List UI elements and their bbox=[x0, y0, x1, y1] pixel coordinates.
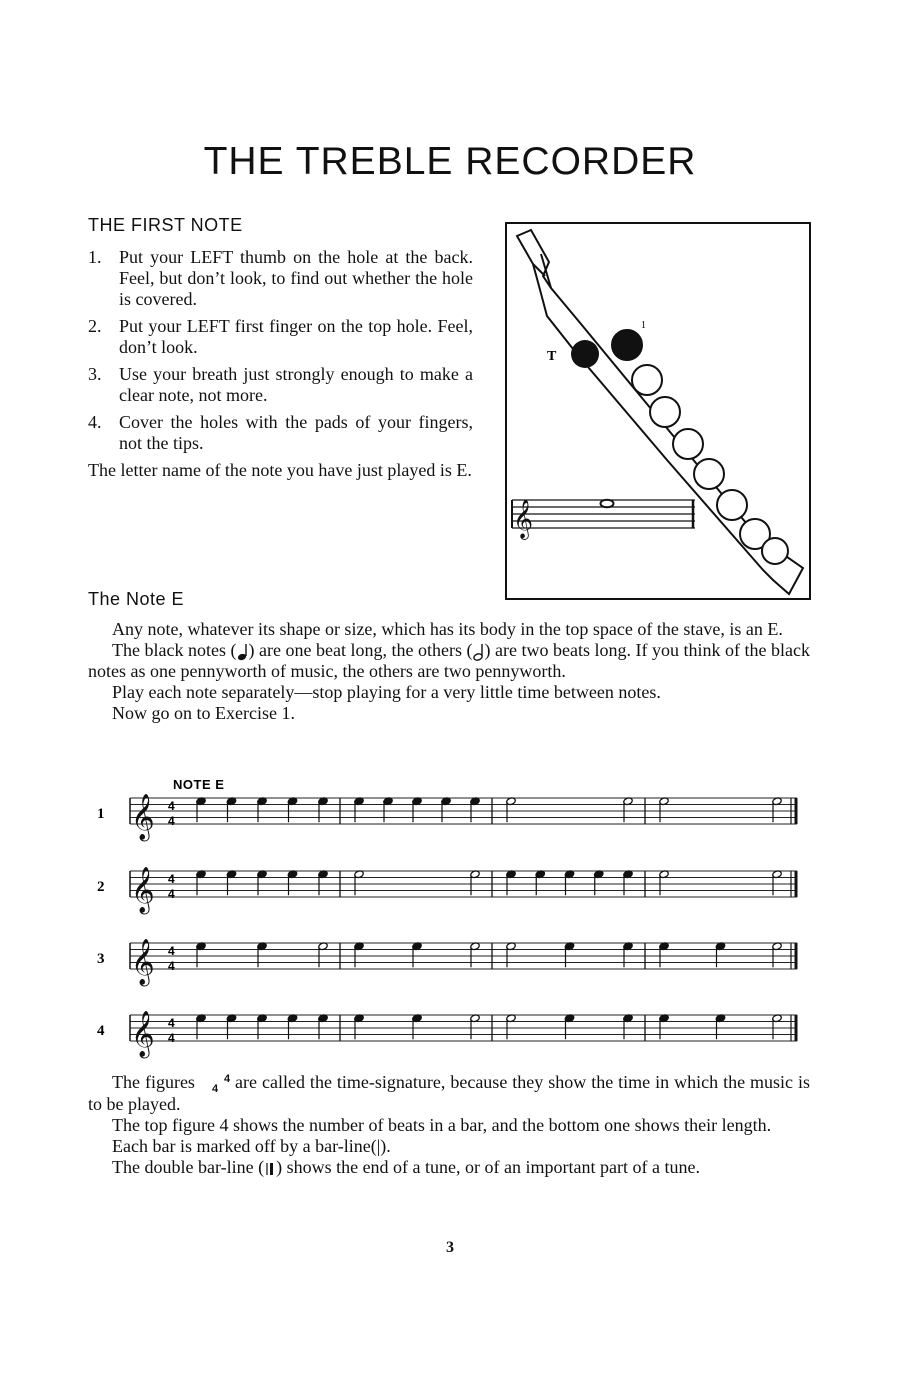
step-text: Cover the holes with the pads of your fingers, not the tips. bbox=[119, 412, 473, 453]
paragraph: The top figure 4 shows the number of beats in a bar, and the bottom one shows their length. bbox=[112, 1114, 772, 1135]
treble-clef-icon: 𝄞 bbox=[131, 1011, 155, 1057]
finger-label: 1 bbox=[641, 320, 646, 331]
step-text: Put your LEFT thumb on the hole at the back. Feel, but don’t look, to find out whether the hole is covered. bbox=[119, 247, 473, 309]
note-e-label: NOTE E bbox=[173, 777, 225, 792]
treble-clef-icon: 𝄞 bbox=[131, 867, 155, 913]
whole-note-e bbox=[601, 500, 614, 508]
thumb-label: T bbox=[547, 349, 557, 364]
time-signature-bottom: 4 bbox=[168, 814, 175, 828]
finger-hole-8-open bbox=[762, 538, 788, 564]
exercise-staves bbox=[85, 772, 810, 1072]
time-signature-top: 4 bbox=[168, 1016, 175, 1030]
step-number: 2. bbox=[88, 316, 102, 336]
step-item bbox=[88, 412, 473, 454]
finger-hole-6-open bbox=[717, 490, 747, 520]
paragraph: Now go on to Exercise 1. bbox=[112, 703, 295, 723]
step-item bbox=[88, 316, 473, 358]
paragraph: The double bar-line ( ) shows the end of a tune, or of an important part of a tune. bbox=[112, 1156, 700, 1177]
section-heading-first-note: THE FIRST NOTE bbox=[88, 215, 243, 235]
step-number: 4. bbox=[88, 412, 102, 432]
exercise-number: 4 bbox=[97, 1023, 105, 1039]
time-signature-text bbox=[88, 1072, 810, 1178]
time-signature-icon: 4 4 bbox=[211, 1072, 231, 1095]
note-e-text bbox=[88, 619, 810, 724]
recorder-illustration bbox=[507, 224, 809, 598]
time-signature-top: 4 bbox=[168, 944, 175, 958]
finger-hole-2-open bbox=[632, 365, 662, 395]
treble-clef-icon: 𝄞 bbox=[131, 939, 155, 985]
time-signature-bottom: 4 bbox=[168, 1031, 175, 1045]
section-heading-note-e: The Note E bbox=[88, 589, 185, 609]
time-signature-top: 4 bbox=[168, 872, 175, 886]
step-item bbox=[88, 247, 473, 310]
step-text: Use your breath just strongly enough to make a clear note, not more. bbox=[119, 364, 473, 405]
treble-clef-icon: 𝄞 bbox=[513, 499, 534, 539]
finger-hole-4-open bbox=[673, 429, 703, 459]
treble-clef-icon: 𝄞 bbox=[131, 794, 155, 840]
time-signature-top: 4 bbox=[168, 799, 175, 813]
page-number: 3 bbox=[446, 1239, 454, 1256]
exercise-number: 2 bbox=[97, 879, 105, 895]
finger-hole-3-open bbox=[650, 397, 680, 427]
step-item bbox=[88, 364, 473, 406]
step-number: 3. bbox=[88, 364, 102, 384]
thumb-hole-covered bbox=[571, 340, 599, 368]
time-signature-bottom: 4 bbox=[168, 959, 175, 973]
finger-hole-5-open bbox=[694, 459, 724, 489]
time-signature-bottom: 4 bbox=[168, 887, 175, 901]
finger-hole-1-covered bbox=[612, 330, 642, 360]
paragraph: Any note, whatever its shape or size, which has its body in the top space of the stave, is an E. bbox=[112, 619, 783, 639]
paragraph: Play each note separately—stop playing for a very little time between notes. bbox=[112, 682, 661, 702]
paragraph: The figures 4 4 are called the time-signature, because they show the time in which the music is to be played. bbox=[88, 1072, 811, 1114]
double-bar-line-icon bbox=[264, 1161, 276, 1177]
first-note-steps bbox=[88, 247, 473, 481]
exercise-number: 1 bbox=[97, 806, 105, 822]
recorder-fingering-diagram bbox=[505, 222, 811, 600]
diagram-staff bbox=[512, 500, 695, 528]
step-text: Put your LEFT first finger on the top hole. Feel, don’t look. bbox=[119, 316, 473, 357]
half-note-icon bbox=[473, 643, 485, 661]
page-title: THE TREBLE RECORDER bbox=[203, 140, 697, 183]
step-number: 1. bbox=[88, 247, 102, 267]
quarter-note-icon bbox=[237, 643, 249, 661]
paragraph: The black notes ( ) are one beat long, the others ( ) are two beats long. If you think of the black notes as one pennyworth of music, the others are two pennyworth. bbox=[88, 640, 811, 681]
closing-text: The letter name of the note you have just played is E. bbox=[88, 460, 472, 480]
exercise-number: 3 bbox=[97, 951, 105, 967]
paragraph: Each bar is marked off by a bar-line(|). bbox=[112, 1135, 391, 1156]
